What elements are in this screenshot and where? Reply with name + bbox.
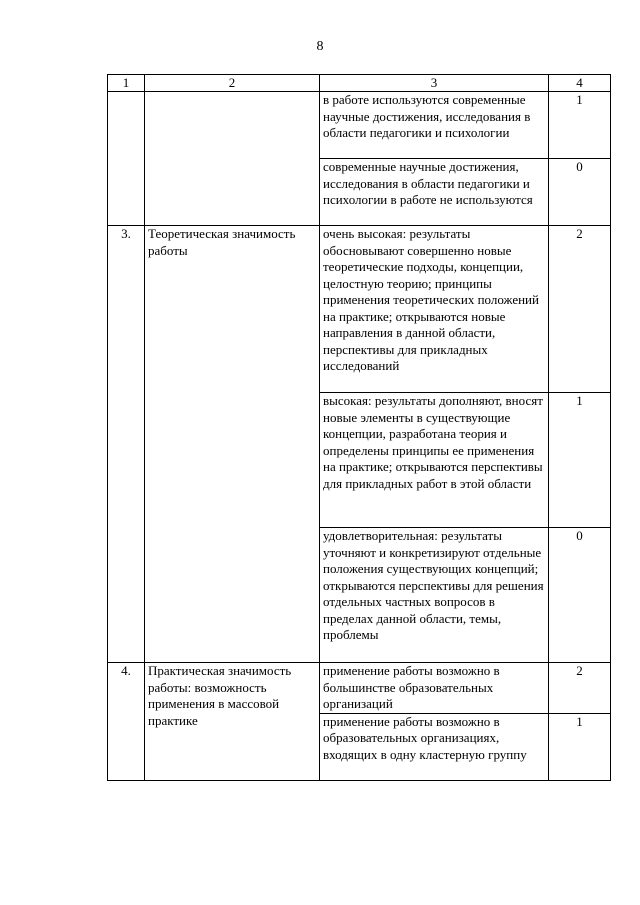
level-description: высокая: результаты дополняют, вносят новые элементы в существующие концепции, разработана теория и определены принципы ее применения на практике; открываются перспективы для прикладных работ в этой области [320,393,549,528]
table-row [108,663,611,714]
level-description: применение работы возможно в образовательных организациях, входящих в одну кластерную группу [320,713,549,780]
level-score: 0 [549,528,611,663]
table-header-row [108,75,611,92]
level-description: современные научные достижения, исследования в области педагогики и психологии в работе не используются [320,159,549,226]
level-description: удовлетворительная: результаты уточняют и конкретизируют отдельные положения существующих концепций; открываются перспективы для решения отдельных частных вопросов в пределах данной области, темы, проблемы [320,528,549,663]
table-row [108,226,611,393]
criterion-name [145,92,320,226]
level-score: 2 [549,663,611,714]
table-row [108,92,611,159]
level-description: очень высокая: результаты обосновывают совершенно новые теоретические подходы, концепции, целостную теорию; принципы применения теоретических положений на практике; открываются новые направления в данной области, перспективы для прикладных исследований [320,226,549,393]
header-cell-description: 3 [320,75,549,92]
criteria-table [107,74,611,781]
level-score: 1 [549,393,611,528]
level-score: 2 [549,226,611,393]
level-score: 1 [549,92,611,159]
level-score: 1 [549,713,611,780]
criterion-name: Практическая значимость работы: возможность применения в массовой практике [145,663,320,781]
level-description: в работе используются современные научные достижения, исследования в области педагогики и психологии [320,92,549,159]
level-description: применение работы возможно в большинстве образовательных организаций [320,663,549,714]
criterion-number: 3. [108,226,145,663]
header-cell-number: 1 [108,75,145,92]
header-cell-criterion: 2 [145,75,320,92]
criterion-number [108,92,145,226]
criterion-name: Теоретическая значимость работы [145,226,320,663]
criterion-number: 4. [108,663,145,781]
page-number: 8 [316,39,324,54]
header-cell-score: 4 [549,75,611,92]
level-score: 0 [549,159,611,226]
